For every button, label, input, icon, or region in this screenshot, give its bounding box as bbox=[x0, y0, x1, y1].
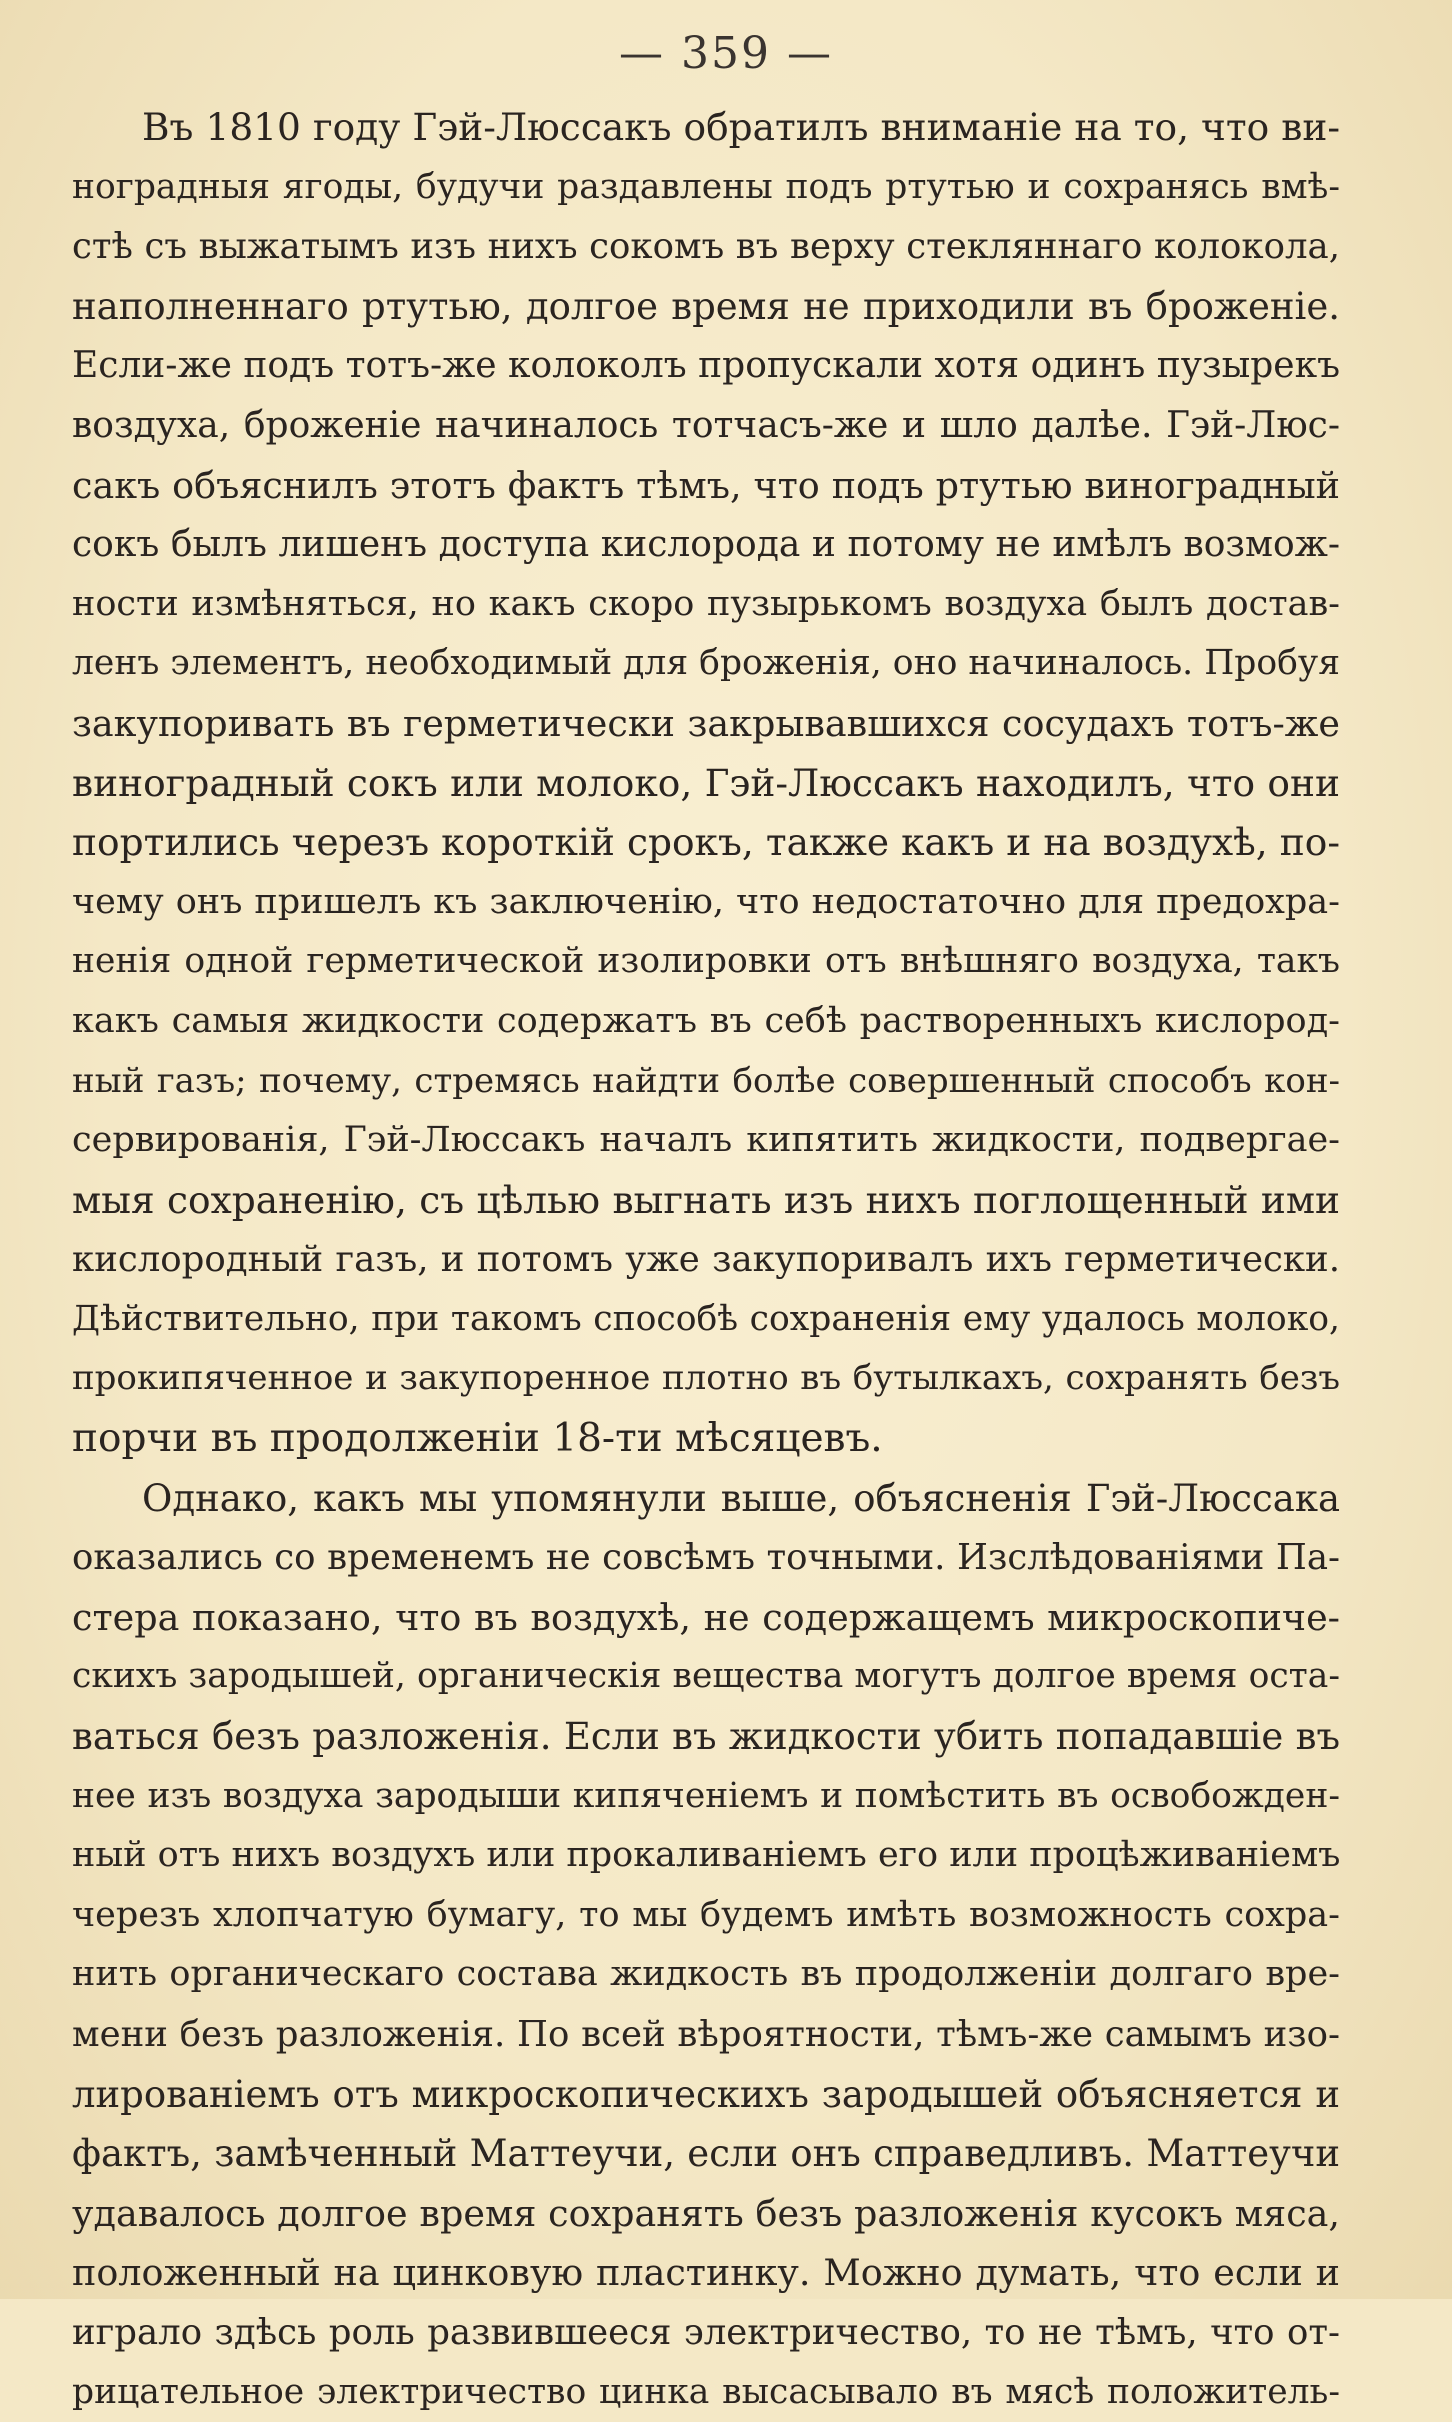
text-line: порчи въ продолженіи 18-ти мѣсяцевъ. bbox=[72, 1416, 883, 1462]
text-line: ноградныя ягоды, будучи раздавлены подъ ртутью и сохранясь вмѣ- bbox=[72, 166, 1340, 207]
text-line: ваться безъ разложенія. Если въ жидкости убить попадавшіе въ bbox=[72, 1715, 1340, 1759]
text-line: чему онъ пришелъ къ заключенію, что недостаточно для предохра- bbox=[72, 881, 1340, 922]
text-line: ный газъ; почему, стремясь найдти болѣе совершенный способъ кон- bbox=[72, 1060, 1340, 1101]
text-line: сервированія, Гэй-Люссакъ началъ кипятить жидкости, подвергае- bbox=[72, 1120, 1340, 1161]
text-line: виноградный сокъ или молоко, Гэй-Люссакъ находилъ, что они bbox=[72, 760, 1340, 805]
text-line: Если-же подъ тотъ-же колоколъ пропускали хотя одинъ пузырекъ bbox=[72, 345, 1340, 387]
text-line: стера показано, что въ воздухѣ, не содержащемъ микроскопиче- bbox=[72, 1595, 1340, 1639]
text-line: скихъ зародышей, органическія вещества могутъ долгое время оста- bbox=[72, 1656, 1340, 1697]
text-line: ленъ элементъ, необходимый для броженія, оно начиналось. Пробуя bbox=[72, 643, 1340, 684]
text-line: ненія одной герметической изолировки отъ внѣшняго воздуха, такъ bbox=[72, 941, 1340, 982]
text-line: мыя сохраненію, съ цѣлью выгнать изъ нихъ поглощенный ими bbox=[72, 1177, 1340, 1222]
text-line: кислородный газъ, и потомъ уже закупоривалъ ихъ герметически. bbox=[72, 1239, 1340, 1281]
text-line: закупоривать въ герметически закрывавшихся сосудахъ тотъ-же bbox=[72, 701, 1340, 745]
body-text bbox=[72, 98, 1340, 2422]
text-line: положенный на цинковую пластинку. Можно думать, что если и bbox=[72, 2251, 1340, 2295]
text-line: фактъ, замѣченный Маттеучи, если онъ справедливъ. Маттеучи bbox=[72, 2132, 1340, 2176]
paragraph-1 bbox=[72, 98, 1340, 1469]
text-line: ности измѣняться, но какъ скоро пузырькомъ воздуха былъ достав- bbox=[72, 583, 1340, 624]
text-line: ный отъ нихъ воздухъ или прокаливаніемъ его или процѣживаніемъ bbox=[72, 1835, 1341, 1876]
text-line: Въ 1810 году Гэй-Люссакъ обратилъ вниманіе на то, что ви- bbox=[142, 105, 1340, 149]
text-line: черезъ хлопчатую бумагу, то мы будемъ имѣть возможность сохра- bbox=[72, 1894, 1340, 1935]
text-line: оказались со временемъ не совсѣмъ точными. Изслѣдованіями Па- bbox=[72, 1537, 1340, 1579]
text-line: рицательное электричество цинка высасывало въ мясѣ положитель- bbox=[72, 2371, 1340, 2412]
text-line: Однако, какъ мы упомянули выше, объясненія Гэй-Люссака bbox=[142, 1476, 1340, 1520]
text-line: Дѣйствительно, при такомъ способѣ сохраненія ему удалось молоко, bbox=[72, 1298, 1340, 1339]
text-line: нить органическаго состава жидкость въ продолженіи долгаго вре- bbox=[72, 1954, 1340, 1995]
text-line: сокъ былъ лишенъ доступа кислорода и потому не имѣлъ возмож- bbox=[72, 524, 1340, 566]
text-line: какъ самыя жидкости содержатъ въ себѣ растворенныхъ кислород- bbox=[72, 1000, 1340, 1041]
text-line: наполненнаго ртутью, долгое время не приходили въ броженіе. bbox=[72, 284, 1340, 328]
text-line: мени безъ разложенія. По всей вѣроятности, тѣмъ-же самымъ изо- bbox=[72, 2014, 1340, 2055]
text-line: играло здѣсь роль развившееся электричество, то не тѣмъ, что от- bbox=[72, 2311, 1340, 2353]
text-line: лированіемъ отъ микроскопическихъ зародышей объясняется и bbox=[72, 2072, 1340, 2116]
text-line: воздуха, броженіе начиналось тотчасъ-же и шло далѣе. Гэй-Люс- bbox=[72, 404, 1340, 446]
text-line: нее изъ воздуха зародыши кипяченіемъ и помѣстить въ освобожден- bbox=[72, 1775, 1340, 1816]
text-line: удавалось долгое время сохранять безъ разложенія кусокъ мяса, bbox=[72, 2191, 1340, 2235]
text-line: портились черезъ короткій срокъ, также какъ и на воздухѣ, по- bbox=[72, 820, 1340, 865]
page-number: — 359 — bbox=[619, 28, 833, 79]
text-line: стѣ съ выжатымъ изъ нихъ сокомъ въ верху стекляннаго колокола, bbox=[72, 226, 1340, 268]
paragraph-2 bbox=[72, 1469, 1340, 2422]
text-line: сакъ объяснилъ этотъ фактъ тѣмъ, что подъ ртутью виноградный bbox=[72, 463, 1340, 507]
text-line: прокипяченное и закупоренное плотно въ бутылкахъ, сохранять безъ bbox=[72, 1358, 1340, 1399]
